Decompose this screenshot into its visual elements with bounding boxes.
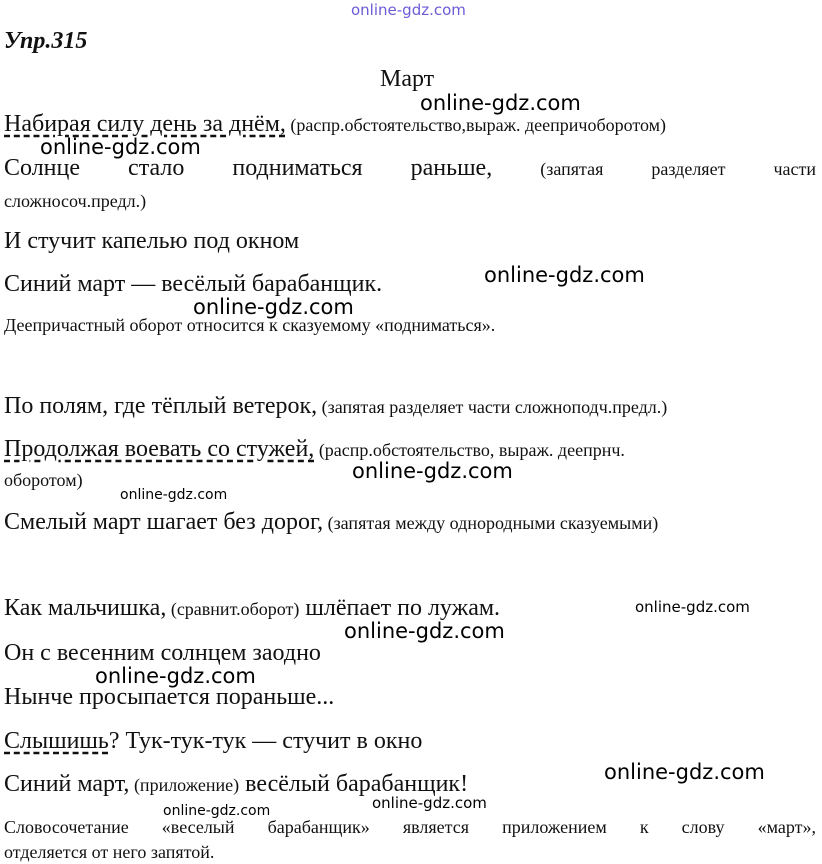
poem-text: Смелый март шагает без дорог, [4, 509, 324, 535]
poem-line [4, 437, 625, 461]
word: приложением [502, 817, 607, 837]
underlined-word: Слышишь [4, 728, 109, 754]
grammar-note: (запятая разделяет части сложноподч.предл.) [317, 397, 668, 417]
grammar-note: (запятая [540, 159, 604, 179]
word: является [402, 817, 470, 837]
watermark: online-gdz.com [163, 803, 271, 819]
poem-text: По полям, где тёплый ветерок, [4, 393, 318, 419]
watermark: online-gdz.com [604, 760, 765, 784]
poem-line: Синий март — весёлый барабанщик. [4, 271, 383, 297]
watermark: online-gdz.com [40, 135, 201, 159]
word: барабанщик» [267, 817, 370, 837]
word: слову [681, 817, 725, 837]
watermark: online-gdz.com [352, 459, 513, 483]
poem-text: ? Тук-тук-тук — стучит в окно [108, 728, 423, 754]
explanation: Деепричастный оборот относится к сказуемому «подниматься». [4, 315, 496, 335]
grammar-note: (запятая между однородными сказуемыми) [323, 513, 659, 533]
poem-line [4, 596, 500, 620]
watermark-top: online-gdz.com [351, 1, 466, 19]
poem-line: Он с весенним солнцем заодно [4, 640, 321, 666]
explanation: отделяется от него запятой. [4, 842, 215, 862]
poem-line: И стучит капелью под окном [4, 228, 300, 254]
word: стало [128, 155, 185, 181]
watermark: online-gdz.com [372, 794, 487, 812]
word: к [639, 817, 649, 837]
underlined-phrase: Набирая силу день за днём, [4, 111, 286, 137]
grammar-note: части [773, 159, 816, 179]
grammar-note: оборотом) [4, 470, 83, 490]
poem-text: весёлый барабанщик! [239, 771, 469, 797]
word: Словосочетание [4, 817, 129, 837]
grammar-note: (распр.обстоятельство, выраж. деепрнч. [314, 440, 625, 460]
word: «веселый [161, 817, 235, 837]
exercise-title: Упр.315 [4, 28, 88, 54]
poem-line [4, 729, 422, 753]
watermark: online-gdz.com [484, 263, 645, 287]
poem-title: Март [380, 66, 435, 92]
watermark: online-gdz.com [193, 295, 354, 319]
word: «март», [757, 817, 816, 837]
underlined-phrase: Продолжая воевать со стужей, [4, 436, 315, 462]
watermark: online-gdz.com [344, 619, 505, 643]
poem-text: Как мальчишка, [4, 595, 167, 621]
watermark: online-gdz.com [420, 91, 581, 115]
poem-line [4, 510, 658, 534]
word: раньше, [410, 155, 493, 181]
grammar-note: сложносоч.предл.) [4, 191, 147, 211]
poem-line [4, 112, 666, 136]
grammar-note: (распр.обстоятельство,выраж. деепричоборотом) [285, 115, 667, 135]
grammar-note: разделяет [651, 159, 726, 179]
grammar-note: (приложение) [129, 775, 240, 795]
word: Солнце [4, 155, 81, 181]
poem-text: шлёпает по лужам. [299, 595, 501, 621]
poem-line: Нынче просыпается пораньше... [4, 684, 335, 710]
watermark: online-gdz.com [635, 598, 750, 616]
grammar-note: (сравнит.оборот) [166, 599, 300, 619]
watermark: online-gdz.com [95, 664, 256, 688]
explanation [4, 818, 816, 836]
poem-line [4, 772, 468, 796]
poem-line [4, 156, 816, 180]
poem-text: Синий март, [4, 771, 130, 797]
poem-line [4, 394, 667, 418]
watermark: online-gdz.com [120, 487, 228, 503]
word: подниматься [232, 155, 363, 181]
